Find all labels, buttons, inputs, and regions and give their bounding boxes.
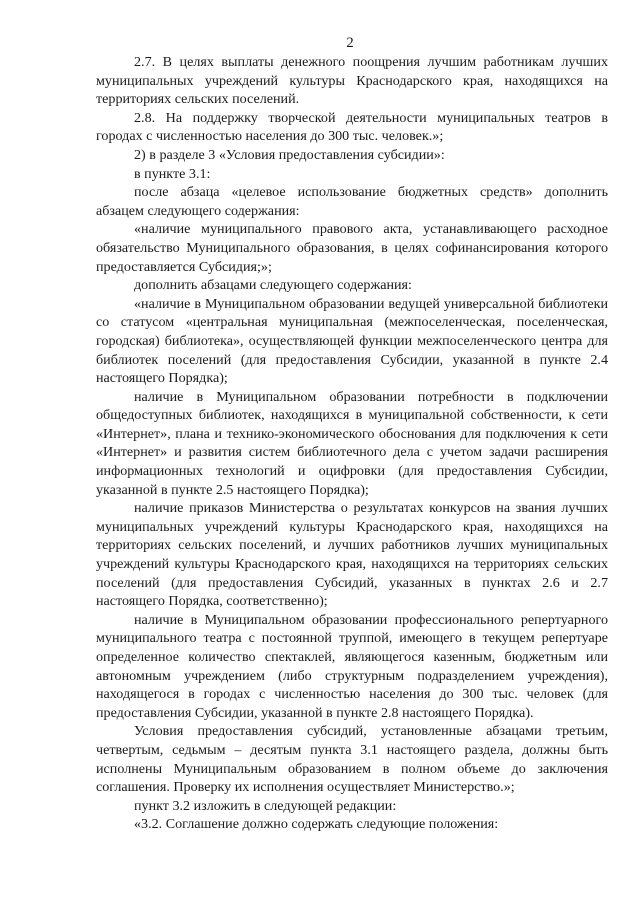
paragraph: 2.8. На поддержку творческой деятельности муниципальных театров в городах с численностью населения до 300 тыс. человек.»; bbox=[96, 109, 608, 145]
paragraph: «наличие муниципального правового акта, устанавливающего расходное обязательство Муниципального образования, в целях софинансирования которого предоставляется Субсидия;»; bbox=[96, 221, 608, 275]
page-number: 2 bbox=[346, 35, 354, 51]
paragraph: наличие в Муниципальном образовании потребности в подключении общедоступных библиотек, находящихся в муниципальной собственности, к сети «Интернет», плана и технико-экономического обоснования для подключения к сети «Интернет» и развития систем библиотечного дела с учетом задачи расширения информационных технологий и оцифровки (для предоставления Субсидии, указанной в пункте 2.5 настоящего Порядка); bbox=[96, 388, 608, 498]
paragraph: 2.7. В целях выплаты денежного поощрения лучшим работникам лучших муниципальных учреждений культуры Краснодарского края, находящихся на территориях сельских поселений. bbox=[96, 54, 608, 108]
document-body bbox=[96, 53, 608, 834]
paragraph: «наличие в Муниципальном образовании ведущей универсальной библиотеки со статусом «центральная муниципальная (межпоселенческая, поселенческая, городская) библиотека», осуществляющей функции межпоселенческого центра для библиотек поселений (для предоставления Субсидии, указанной в пункте 2.4 настоящего Порядка); bbox=[96, 295, 608, 387]
paragraph: наличие приказов Министерства о результатах конкурсов на звания лучших муниципальных учреждений культуры Краснодарского края, находящихся на территориях сельских поселений, и лучших работников лучших муниципальных учреждений культуры Краснодарского края, находящихся на территориях сельских поселений (для предоставления Субсидий, указанных в пунктах 2.6 и 2.7 настоящего Порядка, соответственно); bbox=[96, 500, 608, 610]
paragraph: пункт 3.2 изложить в следующей редакции: bbox=[134, 797, 397, 814]
paragraph: «3.2. Соглашение должно содержать следующие положения: bbox=[134, 816, 499, 833]
paragraph: в пункте 3.1: bbox=[134, 165, 211, 182]
paragraph: 2) в разделе 3 «Условия предоставления субсидии»: bbox=[134, 146, 445, 163]
paragraph: дополнить абзацами следующего содержания: bbox=[134, 277, 412, 294]
paragraph: Условия предоставления субсидий, установленные абзацами третьим, четвертым, седьмым – десятым пункта 3.1 настоящего раздела, должны быть исполнены Муниципальным образованием в полном объеме до заключения соглашения. Проверку их исполнения осуществляет Министерство.»; bbox=[96, 723, 608, 796]
paragraph: после абзаца «целевое использование бюджетных средств» дополнить абзацем следующего содержания: bbox=[96, 184, 608, 219]
paragraph: наличие в Муниципальном образовании профессионального репертуарного муниципального театра с постоянной труппой, имеющего в текущем репертуаре определенное количество спектаклей, являющегося казенным, бюджетным или автономным учреждением (либо структурным подразделением учреждения), находящегося в городах с численностью населения до 300 тыс. человек (для предоставления Субсидии, указанной в пункте 2.8 настоящего Порядка). bbox=[96, 611, 608, 721]
